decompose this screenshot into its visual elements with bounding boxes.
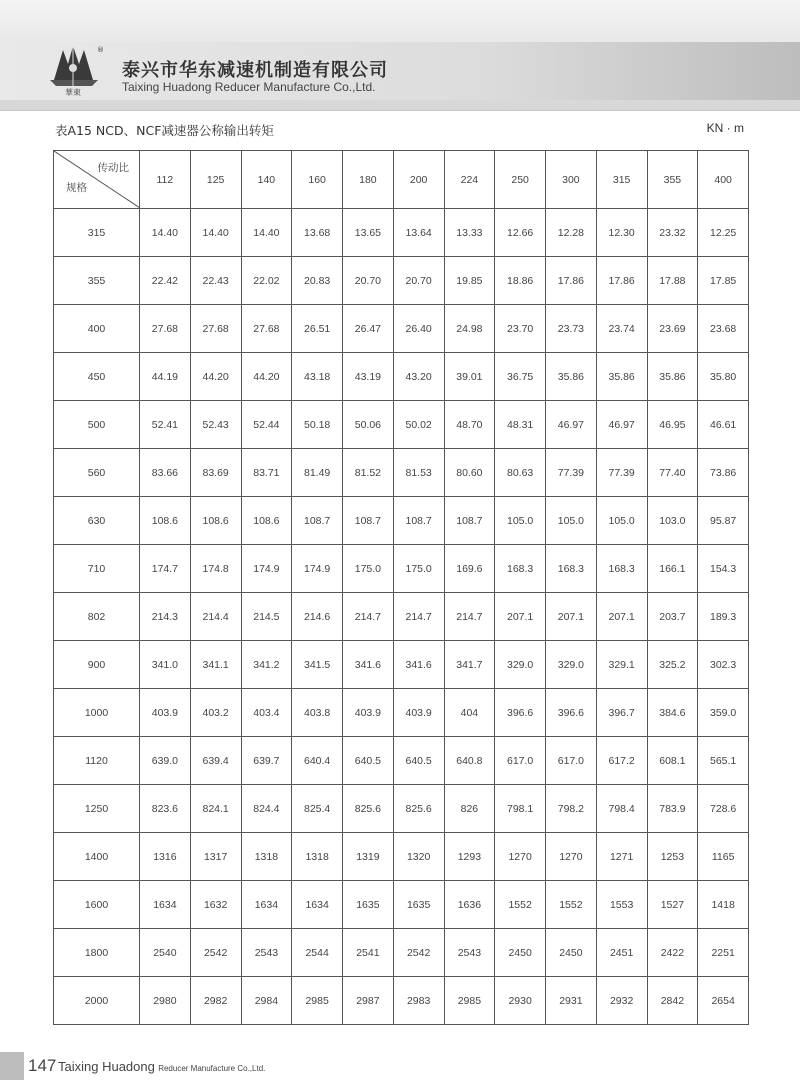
torque-value-cell: 81.52 [343,449,394,497]
torque-value-cell: 798.1 [495,785,546,833]
torque-value-cell: 103.0 [647,497,698,545]
table-row [54,353,749,401]
torque-value-cell: 77.39 [546,449,597,497]
torque-value-cell: 608.1 [647,737,698,785]
torque-value-cell: 639.4 [190,737,241,785]
torque-value-cell: 2842 [647,977,698,1025]
torque-value-cell: 214.3 [140,593,191,641]
torque-value-cell: 77.39 [596,449,647,497]
torque-value-cell: 214.7 [444,593,495,641]
torque-value-cell: 403.2 [190,689,241,737]
torque-value-cell: 823.6 [140,785,191,833]
torque-value-cell: 175.0 [393,545,444,593]
footer-company [58,1059,265,1074]
size-cell: 2000 [54,977,140,1025]
torque-value-cell: 83.66 [140,449,191,497]
torque-value-cell: 14.40 [190,209,241,257]
size-cell: 500 [54,401,140,449]
ratio-header: 355 [647,151,698,209]
torque-value-cell: 1636 [444,881,495,929]
ratio-header: 140 [241,151,292,209]
size-cell: 1000 [54,689,140,737]
torque-value-cell: 1635 [343,881,394,929]
torque-value-cell: 154.3 [698,545,749,593]
torque-value-cell: 824.4 [241,785,292,833]
torque-value-cell: 39.01 [444,353,495,401]
table-row [54,689,749,737]
size-cell: 355 [54,257,140,305]
torque-value-cell: 396.6 [546,689,597,737]
torque-value-cell: 207.1 [596,593,647,641]
torque-value-cell: 341.2 [241,641,292,689]
torque-value-cell: 214.4 [190,593,241,641]
torque-value-cell: 617.0 [546,737,597,785]
torque-value-cell: 783.9 [647,785,698,833]
torque-value-cell: 77.40 [647,449,698,497]
torque-value-cell: 329.1 [596,641,647,689]
torque-value-cell: 24.98 [444,305,495,353]
unit-label: KN · m [706,121,744,135]
torque-value-cell: 1270 [546,833,597,881]
table-row [54,785,749,833]
size-cell: 560 [54,449,140,497]
torque-value-cell: 17.86 [596,257,647,305]
size-cell: 710 [54,545,140,593]
torque-value-cell: 1253 [647,833,698,881]
torque-value-cell: 50.06 [343,401,394,449]
torque-value-cell: 18.86 [495,257,546,305]
torque-value-cell: 214.7 [343,593,394,641]
size-cell: 1120 [54,737,140,785]
torque-value-cell: 203.7 [647,593,698,641]
ratio-header: 200 [393,151,444,209]
torque-value-cell: 825.6 [393,785,444,833]
torque-value-cell: 1552 [495,881,546,929]
torque-value-cell: 640.4 [292,737,343,785]
ratio-header: 315 [596,151,647,209]
torque-value-cell: 168.3 [546,545,597,593]
torque-value-cell: 22.43 [190,257,241,305]
torque-value-cell: 52.43 [190,401,241,449]
torque-value-cell: 105.0 [546,497,597,545]
torque-value-cell: 43.20 [393,353,444,401]
torque-value-cell: 23.74 [596,305,647,353]
page-number: 147 [28,1056,57,1075]
torque-value-cell: 175.0 [343,545,394,593]
torque-value-cell: 2450 [546,929,597,977]
torque-value-cell: 81.53 [393,449,444,497]
torque-value-cell: 2542 [190,929,241,977]
torque-value-cell: 1635 [393,881,444,929]
torque-value-cell: 23.68 [698,305,749,353]
torque-value-cell: 2543 [444,929,495,977]
torque-value-cell: 23.73 [546,305,597,353]
torque-value-cell: 108.7 [444,497,495,545]
torque-value-cell: 73.86 [698,449,749,497]
torque-value-cell: 166.1 [647,545,698,593]
size-cell: 315 [54,209,140,257]
torque-value-cell: 12.25 [698,209,749,257]
torque-value-cell: 52.44 [241,401,292,449]
torque-value-cell: 341.6 [343,641,394,689]
ratio-header: 180 [343,151,394,209]
page-footer [0,1052,800,1080]
torque-value-cell: 341.6 [393,641,444,689]
torque-value-cell: 83.71 [241,449,292,497]
torque-value-cell: 214.5 [241,593,292,641]
torque-value-cell: 13.65 [343,209,394,257]
torque-value-cell: 108.7 [292,497,343,545]
torque-value-cell: 341.0 [140,641,191,689]
ratio-header: 112 [140,151,191,209]
torque-value-cell: 1634 [140,881,191,929]
footer-company-suffix: Reducer Manufacture Co.,Ltd. [158,1064,266,1073]
torque-value-cell: 22.02 [241,257,292,305]
torque-value-cell: 81.49 [292,449,343,497]
torque-value-cell: 1634 [292,881,343,929]
torque-value-cell: 403.9 [393,689,444,737]
torque-value-cell: 2980 [140,977,191,1025]
company-name-english: Taixing Huadong Reducer Manufacture Co.,Ltd. [122,80,376,94]
corner-cell [54,151,140,209]
torque-value-cell: 728.6 [698,785,749,833]
torque-value-cell: 36.75 [495,353,546,401]
torque-value-cell: 329.0 [495,641,546,689]
torque-value-cell: 403.9 [343,689,394,737]
torque-value-cell: 26.40 [393,305,444,353]
torque-value-cell: 2985 [444,977,495,1025]
torque-value-cell: 12.66 [495,209,546,257]
table-row [54,977,749,1025]
torque-value-cell: 214.7 [393,593,444,641]
torque-value-cell: 17.86 [546,257,597,305]
footer-company-name: Taixing Huadong [58,1059,155,1074]
torque-value-cell: 2540 [140,929,191,977]
huadong-logo-icon [46,44,108,98]
torque-value-cell: 640.5 [393,737,444,785]
torque-value-cell: 617.2 [596,737,647,785]
size-cell: 1600 [54,881,140,929]
torque-value-cell: 105.0 [596,497,647,545]
torque-value-cell: 20.83 [292,257,343,305]
torque-value-cell: 341.7 [444,641,495,689]
torque-value-cell: 13.64 [393,209,444,257]
torque-value-cell: 26.47 [343,305,394,353]
torque-value-cell: 302.3 [698,641,749,689]
torque-value-cell: 80.63 [495,449,546,497]
size-axis-label: 规格 [66,182,87,194]
torque-value-cell: 12.28 [546,209,597,257]
torque-value-cell: 23.32 [647,209,698,257]
torque-value-cell: 2984 [241,977,292,1025]
torque-value-cell: 17.85 [698,257,749,305]
torque-value-cell: 341.1 [190,641,241,689]
table-row [54,641,749,689]
logo-text: 華東 [65,88,81,97]
torque-value-cell: 168.3 [596,545,647,593]
ratio-header: 224 [444,151,495,209]
table-row [54,881,749,929]
torque-value-cell: 48.31 [495,401,546,449]
torque-value-cell: 403.8 [292,689,343,737]
torque-value-cell: 52.41 [140,401,191,449]
torque-value-cell: 824.1 [190,785,241,833]
company-logo [46,44,108,98]
torque-value-cell: 22.42 [140,257,191,305]
ratio-header: 250 [495,151,546,209]
torque-value-cell: 2543 [241,929,292,977]
header-row [54,151,749,209]
torque-value-cell: 44.20 [190,353,241,401]
torque-value-cell: 12.30 [596,209,647,257]
torque-value-cell: 403.9 [140,689,191,737]
torque-value-cell: 1634 [241,881,292,929]
ratio-header: 400 [698,151,749,209]
table-body [54,209,749,1025]
company-name-chinese: 泰兴市华东减速机制造有限公司 [122,60,388,81]
size-cell: 400 [54,305,140,353]
torque-value-cell: 108.6 [140,497,191,545]
table-row [54,593,749,641]
table-row [54,401,749,449]
torque-value-cell: 2422 [647,929,698,977]
torque-value-cell: 640.8 [444,737,495,785]
torque-value-cell: 1320 [393,833,444,881]
table-caption: 表A15 NCD、NCF减速器公称输出转矩 [55,123,274,138]
torque-value-cell: 825.6 [343,785,394,833]
torque-value-cell: 35.86 [647,353,698,401]
torque-value-cell: 46.97 [546,401,597,449]
torque-value-cell: 83.69 [190,449,241,497]
torque-value-cell: 95.87 [698,497,749,545]
torque-value-cell: 639.0 [140,737,191,785]
torque-value-cell: 1271 [596,833,647,881]
torque-value-cell: 1552 [546,881,597,929]
size-cell: 1250 [54,785,140,833]
torque-value-cell: 46.97 [596,401,647,449]
torque-value-cell: 174.9 [241,545,292,593]
registered-mark: ® [97,46,104,54]
torque-value-cell: 2541 [343,929,394,977]
torque-value-cell: 19.85 [444,257,495,305]
torque-value-cell: 1418 [698,881,749,929]
torque-value-cell: 105.0 [495,497,546,545]
torque-value-cell: 325.2 [647,641,698,689]
torque-value-cell: 2450 [495,929,546,977]
torque-value-cell: 108.6 [190,497,241,545]
torque-value-cell: 80.60 [444,449,495,497]
torque-value-cell: 1553 [596,881,647,929]
torque-value-cell: 207.1 [546,593,597,641]
torque-value-cell: 35.86 [546,353,597,401]
torque-value-cell: 48.70 [444,401,495,449]
torque-table [53,150,749,1025]
torque-value-cell: 27.68 [140,305,191,353]
size-cell: 1400 [54,833,140,881]
torque-value-cell: 2451 [596,929,647,977]
torque-value-cell: 46.95 [647,401,698,449]
torque-value-cell: 2930 [495,977,546,1025]
torque-value-cell: 640.5 [343,737,394,785]
torque-value-cell: 44.20 [241,353,292,401]
torque-value-cell: 50.02 [393,401,444,449]
torque-value-cell: 35.86 [596,353,647,401]
torque-value-cell: 14.40 [241,209,292,257]
table-row [54,305,749,353]
torque-value-cell: 1165 [698,833,749,881]
torque-value-cell: 359.0 [698,689,749,737]
torque-value-cell: 26.51 [292,305,343,353]
torque-value-cell: 17.88 [647,257,698,305]
torque-value-cell: 46.61 [698,401,749,449]
torque-value-cell: 14.40 [140,209,191,257]
ratio-header: 160 [292,151,343,209]
size-cell: 450 [54,353,140,401]
torque-value-cell: 189.3 [698,593,749,641]
torque-value-cell: 826 [444,785,495,833]
torque-value-cell: 403.4 [241,689,292,737]
torque-value-cell: 44.19 [140,353,191,401]
torque-value-cell: 2982 [190,977,241,1025]
torque-value-cell: 43.19 [343,353,394,401]
torque-value-cell: 20.70 [393,257,444,305]
torque-value-cell: 27.68 [190,305,241,353]
size-cell: 630 [54,497,140,545]
torque-value-cell: 108.6 [241,497,292,545]
torque-value-cell: 1318 [241,833,292,881]
torque-value-cell: 23.70 [495,305,546,353]
torque-value-cell: 2542 [393,929,444,977]
torque-value-cell: 23.69 [647,305,698,353]
torque-value-cell: 108.7 [343,497,394,545]
torque-value-cell: 2654 [698,977,749,1025]
table-row [54,257,749,305]
torque-value-cell: 825.4 [292,785,343,833]
size-cell: 900 [54,641,140,689]
torque-value-cell: 798.4 [596,785,647,833]
torque-value-cell: 1317 [190,833,241,881]
ratio-header: 300 [546,151,597,209]
table-row [54,737,749,785]
torque-value-cell: 565.1 [698,737,749,785]
torque-value-cell: 108.7 [393,497,444,545]
torque-value-cell: 174.9 [292,545,343,593]
torque-value-cell: 50.18 [292,401,343,449]
size-cell: 802 [54,593,140,641]
torque-value-cell: 798.2 [546,785,597,833]
torque-value-cell: 27.68 [241,305,292,353]
torque-value-cell: 2251 [698,929,749,977]
table-row [54,497,749,545]
torque-value-cell: 1316 [140,833,191,881]
torque-value-cell: 617.0 [495,737,546,785]
torque-value-cell: 1293 [444,833,495,881]
torque-value-cell: 384.6 [647,689,698,737]
ratio-header: 125 [190,151,241,209]
torque-value-cell: 1632 [190,881,241,929]
torque-value-cell: 404 [444,689,495,737]
torque-value-cell: 2932 [596,977,647,1025]
torque-value-cell: 207.1 [495,593,546,641]
torque-value-cell: 214.6 [292,593,343,641]
torque-value-cell: 2931 [546,977,597,1025]
torque-value-cell: 174.8 [190,545,241,593]
torque-value-cell: 396.7 [596,689,647,737]
ratio-axis-label: 传动比 [97,162,129,174]
torque-value-cell: 20.70 [343,257,394,305]
torque-value-cell: 1319 [343,833,394,881]
table-row [54,833,749,881]
table-row [54,929,749,977]
torque-value-cell: 341.5 [292,641,343,689]
footer-bar [0,1052,24,1080]
torque-value-cell: 2544 [292,929,343,977]
torque-value-cell: 329.0 [546,641,597,689]
table-row [54,209,749,257]
size-cell: 1800 [54,929,140,977]
torque-value-cell: 2985 [292,977,343,1025]
torque-value-cell: 639.7 [241,737,292,785]
torque-value-cell: 13.33 [444,209,495,257]
torque-value-cell: 169.6 [444,545,495,593]
torque-value-cell: 43.18 [292,353,343,401]
table-row [54,545,749,593]
torque-value-cell: 168.3 [495,545,546,593]
torque-value-cell: 1318 [292,833,343,881]
torque-value-cell: 1527 [647,881,698,929]
torque-value-cell: 35.80 [698,353,749,401]
torque-value-cell: 396.6 [495,689,546,737]
torque-value-cell: 13.68 [292,209,343,257]
header-band [0,42,800,100]
torque-value-cell: 2987 [343,977,394,1025]
table-row [54,449,749,497]
torque-value-cell: 1270 [495,833,546,881]
page-header [0,0,800,111]
torque-value-cell: 2983 [393,977,444,1025]
torque-value-cell: 174.7 [140,545,191,593]
